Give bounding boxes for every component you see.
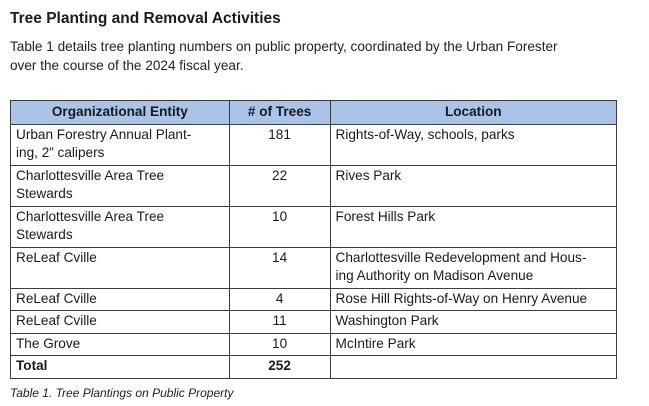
location-line: ing Authority on Madison Avenue <box>335 268 534 283</box>
entity-line: Charlottesville Area Tree <box>16 208 165 224</box>
table-header-row <box>11 101 617 125</box>
entity-cell <box>11 206 230 247</box>
location-line: Charlottesville Redevelopment and Hous- <box>335 249 587 265</box>
entity-cell <box>11 124 230 165</box>
entity-cell: ReLeaf Cville <box>11 247 230 288</box>
trees-cell: 22 <box>229 165 330 206</box>
trees-cell: 11 <box>229 311 330 334</box>
table-row <box>11 124 617 165</box>
intro-paragraph <box>10 38 630 75</box>
location-cell: McIntire Park <box>330 333 616 356</box>
table-row <box>11 247 617 288</box>
table-caption: Table 1. Tree Plantings on Public Property <box>10 386 234 400</box>
table-row <box>11 206 617 247</box>
table-row <box>11 333 617 356</box>
entity-line: Stewards <box>16 186 73 201</box>
total-row <box>11 356 617 379</box>
table-row <box>11 165 617 206</box>
total-location <box>330 356 616 379</box>
entity-cell: ReLeaf Cville <box>11 311 230 334</box>
location-cell <box>330 247 616 288</box>
table-row <box>11 311 617 334</box>
location-cell: Rives Park <box>330 165 616 206</box>
entity-cell: ReLeaf Cville <box>11 288 230 311</box>
document-page <box>10 6 640 400</box>
trees-cell: 181 <box>229 124 330 165</box>
location-cell: Rose Hill Rights-of-Way on Henry Avenue <box>330 288 616 311</box>
trees-cell: 14 <box>229 247 330 288</box>
column-header-entity: Organizational Entity <box>11 101 230 125</box>
location-cell: Washington Park <box>330 311 616 334</box>
total-trees: 252 <box>229 356 330 379</box>
trees-cell: 4 <box>229 288 330 311</box>
trees-cell: 10 <box>229 206 330 247</box>
entity-line: ing, 2” calipers <box>16 145 105 160</box>
table-body <box>11 124 617 378</box>
location-cell: Forest Hills Park <box>330 206 616 247</box>
location-cell: Rights-of-Way, schools, parks <box>330 124 616 165</box>
column-header-trees: # of Trees <box>229 101 330 125</box>
entity-line: Urban Forestry Annual Plant- <box>16 126 192 142</box>
tree-planting-table <box>10 100 617 379</box>
table-row <box>11 288 617 311</box>
section-heading: Tree Planting and Removal Activities <box>10 10 281 27</box>
intro-line-2: over the course of the 2024 fiscal year. <box>10 57 244 73</box>
entity-cell: The Grove <box>11 333 230 356</box>
trees-cell: 10 <box>229 333 330 356</box>
entity-line: Stewards <box>16 227 73 242</box>
entity-line: Charlottesville Area Tree <box>16 167 165 183</box>
entity-cell <box>11 165 230 206</box>
column-header-location: Location <box>330 101 616 125</box>
intro-line-1: Table 1 details tree planting numbers on public property, coordinated by the Urban Forester <box>10 39 558 54</box>
total-label: Total <box>11 356 230 379</box>
